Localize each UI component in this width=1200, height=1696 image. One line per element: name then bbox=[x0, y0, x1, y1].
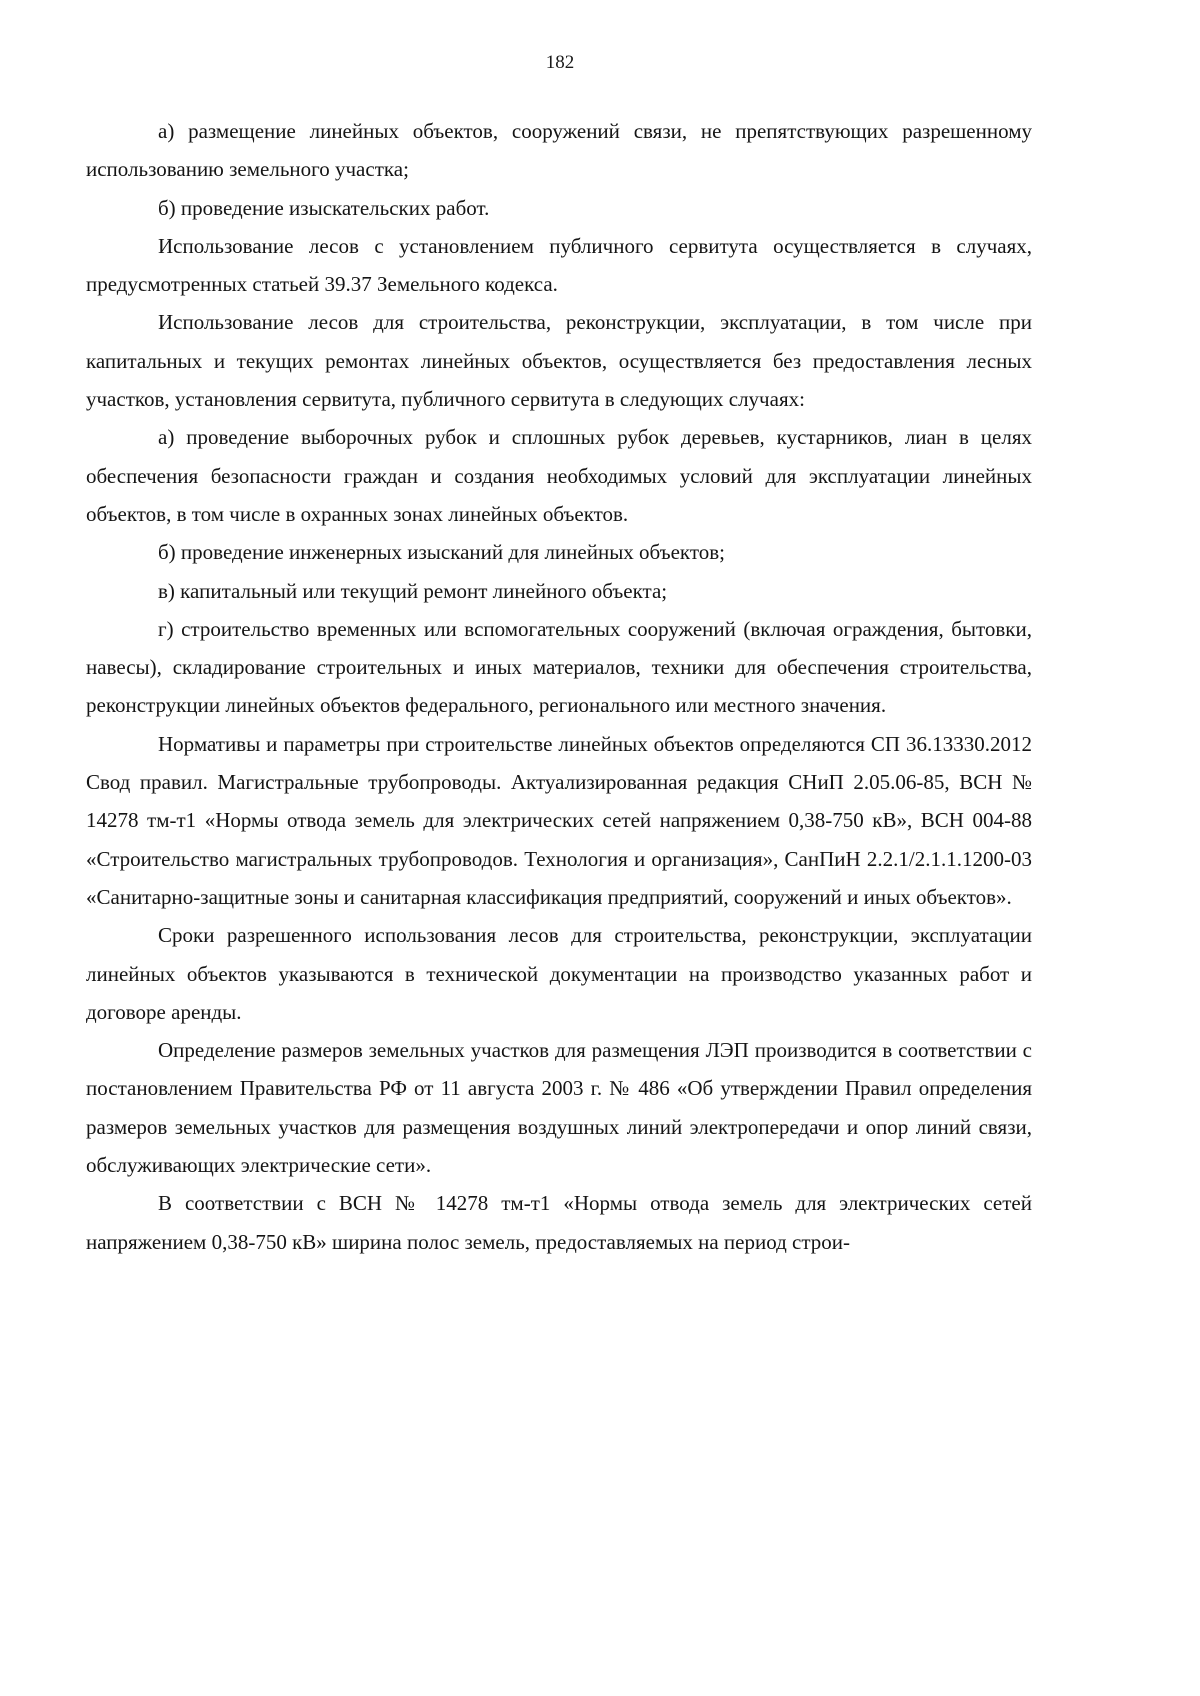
paragraph-terms-of-use: Сроки разрешенного использования лесов для строительства, реконструкции, эксплуатации линейных объектов указываются в технической документации на производство указанных работ и договоре аренды. bbox=[86, 923, 1032, 1024]
paragraph-standards: Нормативы и параметры при строительстве линейных объектов определяются СП 36.13330.2012 Свод правил. Магистральные трубопроводы. Актуализированная редакция СНиП 2.05.06-85, ВСН № 14278 тм-т1 «Нормы отвода земель для электрических сетей напряжением 0,38-750 кВ», ВСН 004-88 «Строительство магистральных трубопроводов. Технология и организация», СанПиН 2.2.1/2.1.1.1200-03 «Санитарно-защитные зоны и санитарная классификация предприятий, сооружений и иных объектов». bbox=[86, 731, 1032, 909]
paragraph-public-easement: Использование лесов с установлением публичного сервитута осуществляется в случаях, предусмотренных статьей 39.37 Земельного кодекса. bbox=[86, 233, 1032, 297]
paragraph-engineering-surveys: б) проведение инженерных изысканий для линейных объектов; bbox=[158, 540, 725, 565]
paragraph-repair: в) капитальный или текущий ремонт линейного объекта; bbox=[158, 578, 668, 603]
body-text bbox=[86, 112, 1032, 1261]
paragraph-power-line-plots: Определение размеров земельных участков для размещения ЛЭП производится в соответствии с постановлением Правительства РФ от 11 августа 2003 г. № 486 «Об утверждении Правил определения размеров земельных участков для размещения воздушных линий электропередачи и опор линий связи, обслуживающих электрические сети». bbox=[86, 1038, 1032, 1178]
paragraph-easement-placement: а) размещение линейных объектов, сооружений связи, не препятствующих разрешенному использованию земельного участка; bbox=[86, 119, 1032, 182]
page-number: 182 bbox=[545, 52, 575, 73]
paragraph-temporary-structures: г) строительство временных или вспомогательных сооружений (включая ограждения, бытовки, навесы), складирование строительных и иных материалов, техники для обеспечения строительства, реконструкции линейных объектов федерального, регионального или местного значения. bbox=[86, 616, 1032, 718]
paragraph-strip-width: В соответствии с ВСН № 14278 тм-т1 «Нормы отвода земель для электрических сетей напряжением 0,38-750 кВ» ширина полос земель, предоставляемых на период строи- bbox=[86, 1191, 1032, 1254]
paragraph-survey-works: б) проведение изыскательских работ. bbox=[158, 195, 490, 220]
paragraph-selective-cutting: а) проведение выборочных рубок и сплошных рубок деревьев, кустарников, лиан в целях обеспечения безопасности граждан и создания необходимых условий для эксплуатации линейных объектов, в том числе в охранных зонах линейных объектов. bbox=[86, 425, 1032, 526]
paragraph-forest-use-linear-objects: Использование лесов для строительства, реконструкции, эксплуатации, в том числе при капитальных и текущих ремонтах линейных объектов, осуществляется без предоставления лесных участков, установления сервитута, публичного сервитута в следующих случаях: bbox=[86, 310, 1032, 412]
